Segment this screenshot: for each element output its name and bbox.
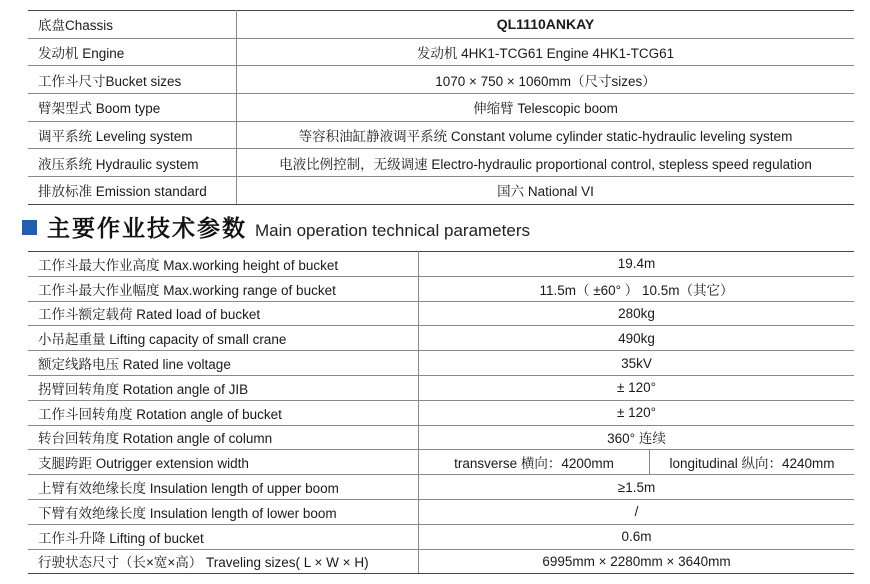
row-label: 调平系统 Leveling system [28,121,237,149]
row-label: 工作斗额定载荷 Rated load of bucket [28,301,419,326]
table-row [28,149,854,177]
table-row [28,121,854,149]
table-row [28,375,854,400]
row-value: ≥1.5m [419,475,855,500]
table-row [28,276,854,301]
operation-parameters-table [28,251,854,574]
table-row [28,351,854,376]
table-row [28,499,854,524]
row-label: 臂架型式 Boom type [28,94,237,122]
row-label: 工作斗尺寸Bucket sizes [28,66,237,94]
table-row [28,94,854,122]
row-label: 行驶状态尺寸（长×宽×高） Traveling sizes( L × W × H) [28,549,419,574]
row-value: 6995mm × 2280mm × 3640mm [419,549,855,574]
row-value: 11.5m（ ±60° ） 10.5m（其它） [419,276,855,301]
row-value: 35kV [419,351,855,376]
row-label: 下臂有效绝缘长度 Insulation length of lower boom [28,499,419,524]
section-header [22,211,530,243]
row-value: 0.6m [419,524,855,549]
table-row [28,549,854,574]
row-label: 工作斗最大作业幅度 Max.working range of bucket [28,276,419,301]
row-value: / [419,499,855,524]
table-row [28,38,854,66]
section-title-cn: 主要作业技术参数 [47,216,247,242]
row-label: 转台回转角度 Rotation angle of column [28,425,419,450]
table-row [28,177,854,205]
table-row [28,425,854,450]
row-value: 电液比例控制，无级调速 Electro-hydraulic proportional control, stepless speed regulation [237,149,855,177]
table-row [28,475,854,500]
square-bullet-icon [22,220,37,235]
row-value-transverse: transverse 横向：4200mm [419,450,650,475]
row-label: 额定线路电压 Rated line voltage [28,351,419,376]
row-value-longitudinal: longitudinal 纵向：4240mm [650,450,855,475]
row-label: 液压系统 Hydraulic system [28,149,237,177]
row-label: 拐臂回转角度 Rotation angle of JIB [28,375,419,400]
row-label: 小吊起重量 Lifting capacity of small crane [28,326,419,351]
row-value: ± 120° [419,375,855,400]
chassis-spec-table [28,10,854,205]
row-label: 工作斗最大作业高度 Max.working height of bucket [28,252,419,277]
row-value: 490kg [419,326,855,351]
row-label: 底盘Chassis [28,11,237,39]
row-label: 工作斗回转角度 Rotation angle of bucket [28,400,419,425]
row-value: 国六 National VI [237,177,855,205]
table-row [28,524,854,549]
row-value: 19.4m [419,252,855,277]
row-value: ± 120° [419,400,855,425]
table-row [28,326,854,351]
table-row [28,400,854,425]
row-label: 工作斗升降 Lifting of bucket [28,524,419,549]
row-value: 伸缩臂 Telescopic boom [237,94,855,122]
row-value: 发动机 4HK1-TCG61 Engine 4HK1-TCG61 [237,38,855,66]
row-label: 支腿跨距 Outrigger extension width [28,450,419,475]
row-label: 上臂有效绝缘长度 Insulation length of upper boom [28,475,419,500]
row-value: 360° 连续 [419,425,855,450]
row-label: 发动机 Engine [28,38,237,66]
table-row [28,301,854,326]
table-row [28,66,854,94]
row-value: 等容积油缸静液调平系统 Constant volume cylinder static-hydraulic leveling system [237,121,855,149]
table-row [28,252,854,277]
row-label: 排放标准 Emission standard [28,177,237,205]
row-value: 280kg [419,301,855,326]
section-title-en: Main operation technical parameters [255,221,530,240]
table-row [28,11,854,39]
row-value: 1070 × 750 × 1060mm（尺寸sizes） [237,66,855,94]
table-row [28,450,854,475]
row-value: QL1110ANKAY [237,11,855,39]
